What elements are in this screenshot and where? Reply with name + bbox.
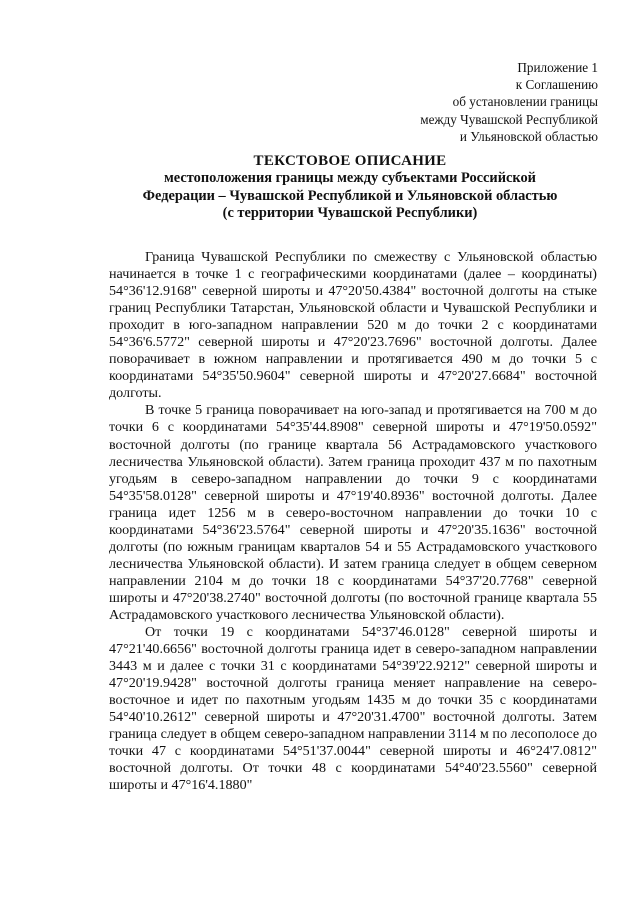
body-paragraph: От точки 19 с координатами 54°37'46.0128" северной широты и 47°21'40.6656" восточной долготы граница идет в северо-западном направлении 3443 м и далее с точки 31 с координатами 54°39'22.9212" северной широты и 47°20'19.9428" восточной долготы граница меняет направление на северо-восточное и идет по пахотным угодьям 1435 м до точки 35 с координатами 54°40'10.2612" северной широты и 47°20'31.4700" восточной долготы. Затем граница следует в общем северо-западном направлении 3114 м по лесополосе до точки 47 с координатами 54°51'37.0044" северной широты и 46°24'7.0812" восточной долготы. От точки 48 с координатами 54°40'23.5560" северной широты и 47°16'4.1880"	[109, 624, 597, 794]
appendix-line: об установлении границы	[452, 94, 598, 110]
document-title	[100, 153, 600, 223]
appendix-line: к Соглашению	[515, 77, 598, 93]
appendix-line: между Чувашской Республикой	[420, 111, 598, 127]
document-body	[109, 249, 597, 795]
body-paragraph: В точке 5 граница поворачивает на юго-запад и протягивается на 700 м до точки 6 с координатами 54°35'44.8908" северной широты и 47°19'50.0592" восточной долготы (по границе квартала 56 Астрадамовского участкового лесничества Ульяновской области). Затем граница проходит 437 м по пахотным угодьям в северо-западном направлении до точки 9 с координатами 54°35'58.0128" северной широты и 47°19'40.8936" восточной долготы. Далее граница идет 1256 м в северо-восточном направлении до точки 10 с координатами 54°36'23.5764" северной широты и 47°20'35.1636" восточной долготы (по южным границам кварталов 54 и 55 Астрадамовского участкового лесничества Ульяновской области). И затем граница следует в общем северном направлении 2104 м до точки 18 с координатами 54°37'20.7768" северной широты и 47°20'38.2740" восточной долготы (по восточной границе квартала 55 Астрадамовского участкового лесничества Ульяновской области).	[109, 402, 597, 623]
appendix-line: и Ульяновской областью	[459, 128, 598, 144]
title-main: ТЕКСТОВОЕ ОПИСАНИЕ	[253, 153, 447, 169]
appendix-line: Приложение 1	[517, 60, 598, 75]
title-subtitle-line: (с территории Чувашской Республики)	[222, 205, 478, 222]
title-subtitle-line: Федерации – Чувашской Республикой и Ульяновской областью	[142, 187, 558, 204]
appendix-header	[298, 59, 598, 145]
title-subtitle-line: местоположения границы между субъектами Российской	[164, 170, 536, 187]
body-paragraph: Граница Чувашской Республики по смежеству с Ульяновской областью начинается в точке 1 с географическими координатами (далее – координаты) 54°36'12.9168" северной широты и 47°20'50.4384" восточной долготы на стыке границ Республики Татарстан, Ульяновской области и Чувашской Республики и проходит в юго-западном направлении 520 м до точки 2 с координатами 54°36'6.5772" северной широты и 47°20'23.7696" восточной долготы. Далее поворачивает в южном направлении и протягивается 490 м до точки 5 с координатами 54°35'50.9604" северной широты и 47°20'27.6684" восточной долготы.	[109, 249, 597, 402]
